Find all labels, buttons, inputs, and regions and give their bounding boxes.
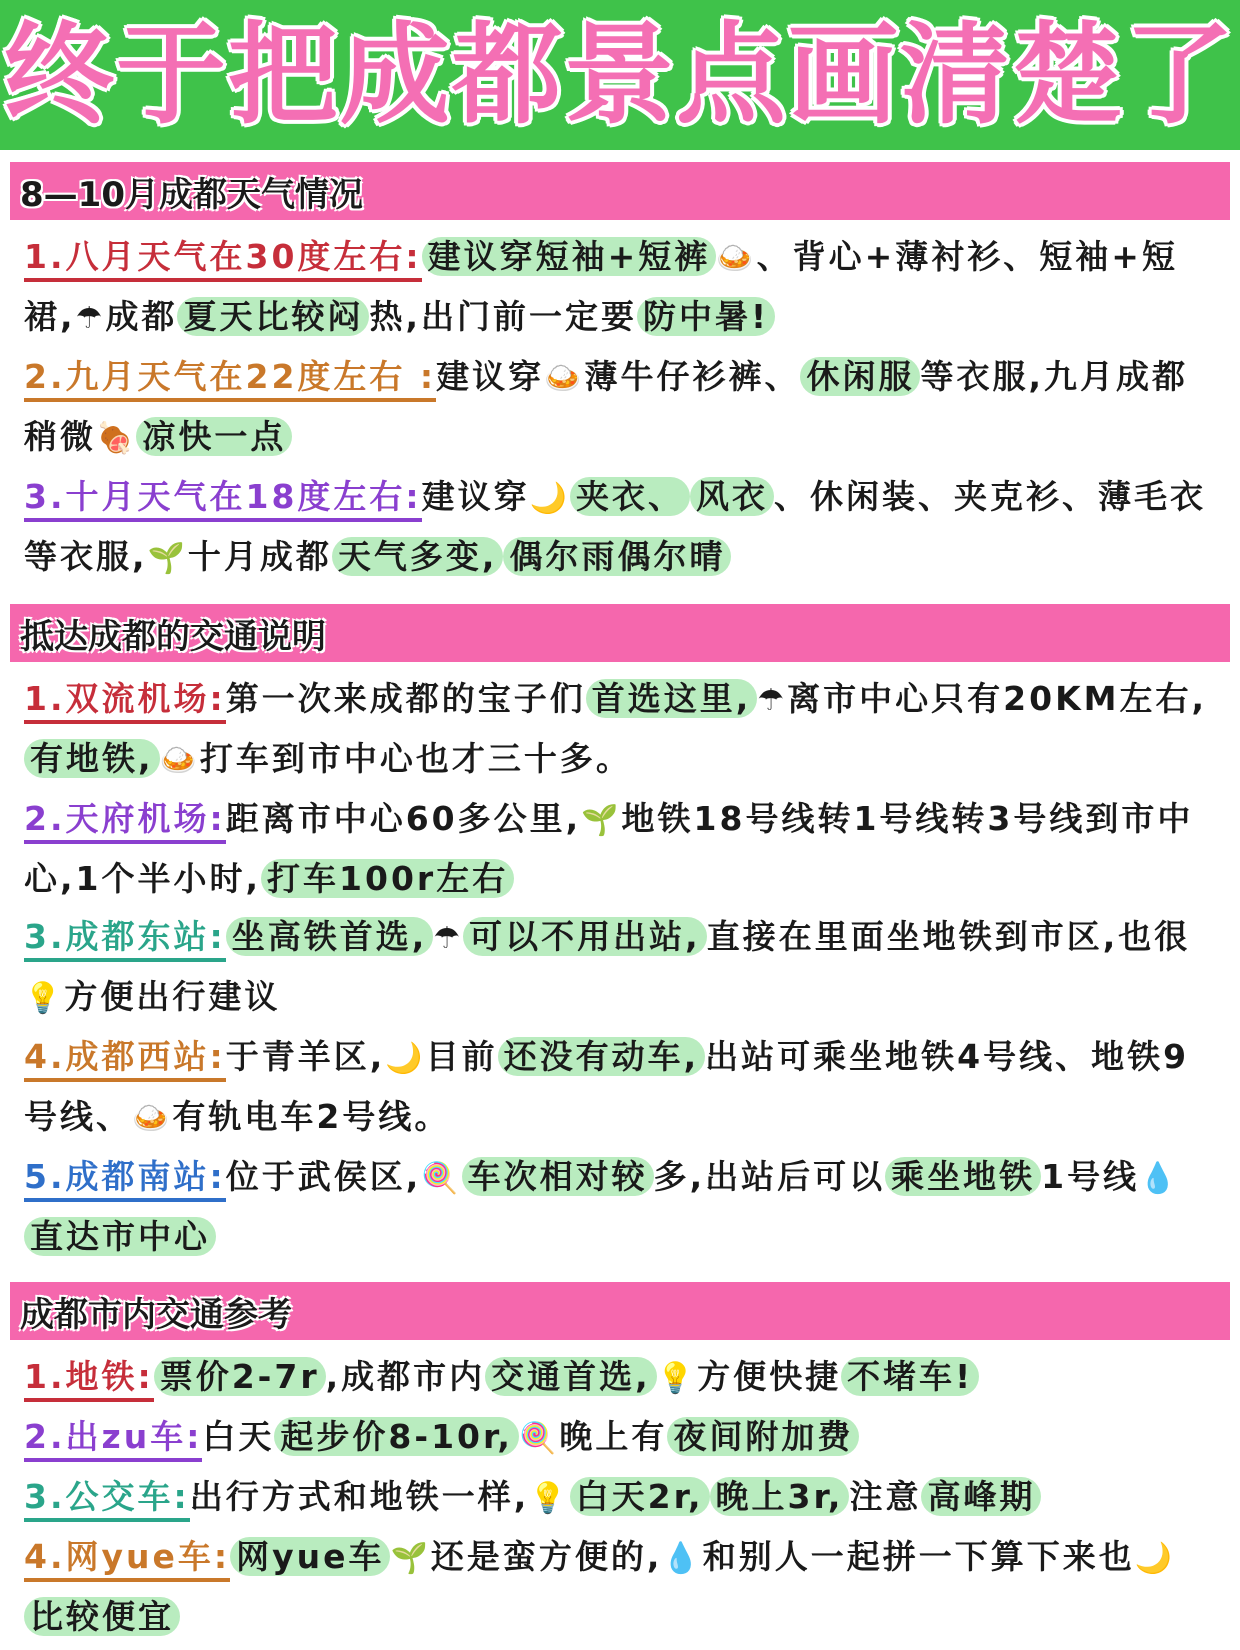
text-segment: 出行方式和地铁一样, (189, 1477, 530, 1516)
text-segment: 等衣服,九月成都稍微 (24, 357, 1189, 456)
section-header (10, 604, 1230, 662)
highlight-text: 偶尔雨偶尔晴 (503, 537, 731, 576)
highlight-text: 防中暑! (637, 297, 775, 336)
rice-bowl-icon: 🍛 (159, 743, 200, 778)
text-segment: 成都 (105, 297, 178, 336)
lollipop-icon: 🍭 (421, 1161, 462, 1196)
list-item (24, 468, 1216, 588)
text-segment: 位于武侯区, (225, 1157, 422, 1196)
content (0, 162, 1240, 1650)
highlight-text: 风衣 (690, 477, 774, 516)
rice-bowl-icon: 🍛 (716, 241, 757, 276)
highlight-text: 打车100r左右 (261, 859, 514, 898)
highlight-text: 夏天比较闷 (177, 297, 369, 336)
highlight-text: 比较便宜 (24, 1597, 180, 1636)
highlight-text: 天气多变, (332, 537, 504, 576)
text-segment: 离市中心只有20KM左右, (787, 679, 1208, 718)
highlight-text: 凉快一点 (136, 417, 292, 456)
highlight-text: 高峰期 (921, 1477, 1041, 1516)
section-heading: 抵达成都的交通说明 (20, 616, 326, 657)
highlight-text: 不堵车! (841, 1357, 979, 1396)
highlight-text: 休闲服 (800, 357, 920, 396)
highlight-text: 车次相对较 (462, 1157, 654, 1196)
text-segment: 建议穿 (421, 477, 530, 516)
text-segment: 晚上有 (559, 1417, 668, 1456)
text-segment: 距离市中心60多公里, (225, 799, 582, 838)
lightbulb-icon: 💡 (656, 1361, 698, 1396)
section-1 (0, 162, 1240, 592)
list-item (24, 670, 1216, 790)
list-item (24, 1028, 1216, 1148)
lightbulb-icon: 💡 (24, 981, 65, 1016)
sprout-icon: 🌱 (390, 1541, 431, 1576)
sprout-icon: 🌱 (581, 803, 622, 838)
item-title: 4.成都西站: (24, 1037, 226, 1082)
item-title: 2.出zu车: (24, 1417, 202, 1462)
text-segment: 目前 (425, 1037, 498, 1076)
highlight-text: 白天2r, (570, 1477, 710, 1516)
text-segment: 注意 (849, 1477, 922, 1516)
list-item (24, 908, 1216, 1028)
umbrella-icon: ☂ (433, 921, 464, 956)
moon-icon: 🌙 (385, 1041, 426, 1076)
text-segment: 和别人一起拼一下算下来也 (702, 1537, 1135, 1576)
droplet-icon: 💧 (662, 1541, 703, 1576)
text-segment: 多,出站后可以 (653, 1157, 886, 1196)
text-segment: 还是蛮方便的, (430, 1537, 663, 1576)
highlight-text: 起步价8-10r, (274, 1417, 519, 1456)
section-2 (0, 604, 1240, 1270)
highlight-text: 晚上3r, (710, 1477, 850, 1516)
highlight-text: 坐高铁首选, (226, 917, 434, 956)
rice-bowl-icon: 🍛 (544, 361, 585, 396)
item-list (10, 662, 1230, 1270)
text-segment: 于青羊区, (225, 1037, 386, 1076)
meat-icon: 🍖 (96, 421, 137, 456)
sprout-icon: 🌱 (147, 541, 188, 576)
item-title: 4.网yue车: (24, 1537, 230, 1582)
moon-icon: 🌙 (1134, 1541, 1176, 1576)
highlight-text: 还没有动车, (498, 1037, 706, 1076)
item-title: 1.八月天气在30度左右: (24, 237, 422, 282)
text-segment: 打车到市中心也才三十多。 (199, 739, 632, 778)
lightbulb-icon: 💡 (529, 1481, 570, 1516)
page-title: 终于把成都景点画清楚了 (4, 11, 1236, 139)
title-banner (0, 0, 1240, 150)
list-item (24, 790, 1216, 908)
item-list (10, 1340, 1230, 1650)
text-segment: ,成都市内 (325, 1357, 486, 1396)
list-item (24, 1348, 1216, 1408)
highlight-text: 建议穿短袖+短裤 (422, 237, 717, 276)
item-title: 3.成都东站: (24, 917, 226, 962)
lollipop-icon: 🍭 (518, 1421, 560, 1456)
droplet-icon: 💧 (1139, 1161, 1180, 1196)
item-title: 2.九月天气在22度左右 : (24, 357, 436, 402)
text-segment: 第一次来成都的宝子们 (225, 679, 586, 718)
rice-bowl-icon: 🍛 (132, 1101, 173, 1136)
section-3 (0, 1282, 1240, 1650)
highlight-text: 直达市中心 (24, 1217, 216, 1256)
text-segment: 1号线 (1041, 1157, 1140, 1196)
text-segment: 热,出门前一定要 (369, 297, 637, 336)
section-header (10, 1282, 1230, 1340)
text-segment: 、休闲装、夹克衫、薄毛衣等衣服, (24, 477, 1206, 576)
text-segment: 有轨电车2号线。 (172, 1097, 451, 1136)
text-segment: 地铁18号线转1号线转3号线到市中心,1个半小时, (24, 799, 1194, 898)
section-heading: 成都市内交通参考 (20, 1294, 292, 1335)
list-item (24, 348, 1216, 468)
highlight-text: 夹衣、 (570, 477, 690, 516)
highlight-text: 交通首选, (485, 1357, 657, 1396)
item-title: 3.十月天气在18度左右: (24, 477, 422, 522)
highlight-text: 乘坐地铁 (885, 1157, 1041, 1196)
text-segment: 、背心+薄衬衫、短袖+短裙, (24, 237, 1178, 336)
text-segment: 白天 (202, 1417, 275, 1456)
list-item (24, 1408, 1216, 1468)
highlight-text: 夜间附加费 (667, 1417, 859, 1456)
item-title: 1.地铁: (24, 1357, 154, 1402)
list-item (24, 228, 1216, 348)
text-segment: 方便快捷 (697, 1357, 842, 1396)
item-title: 1.双流机场: (24, 679, 226, 724)
text-segment: 薄牛仔衫裤、 (584, 357, 801, 396)
text-segment: 出站可乘坐地铁4号线、地铁9号线、 (24, 1037, 1190, 1136)
moon-icon: 🌙 (529, 481, 570, 516)
text-segment: 直接在里面坐地铁到市区,也很 (706, 917, 1191, 956)
text-segment: 方便出行建议 (64, 977, 281, 1016)
item-title: 3.公交车: (24, 1477, 190, 1522)
list-item (24, 1468, 1216, 1528)
highlight-text: 可以不用出站, (463, 917, 707, 956)
highlight-text: 票价2-7r (154, 1357, 326, 1396)
umbrella-icon: ☂ (75, 301, 106, 336)
list-item (24, 1148, 1216, 1266)
item-title: 5.成都南站: (24, 1157, 226, 1202)
item-title: 2.天府机场: (24, 799, 226, 844)
text-segment: 十月成都 (187, 537, 332, 576)
highlight-text: 首选这里, (586, 679, 758, 718)
highlight-text: 网yue车 (230, 1537, 390, 1576)
section-heading: 8—10月成都天气情况 (20, 174, 363, 215)
text-segment: 建议穿 (436, 357, 545, 396)
highlight-text: 有地铁, (24, 739, 160, 778)
umbrella-icon: ☂ (757, 683, 788, 718)
list-item (24, 1528, 1216, 1646)
section-header (10, 162, 1230, 220)
item-list (10, 220, 1230, 592)
